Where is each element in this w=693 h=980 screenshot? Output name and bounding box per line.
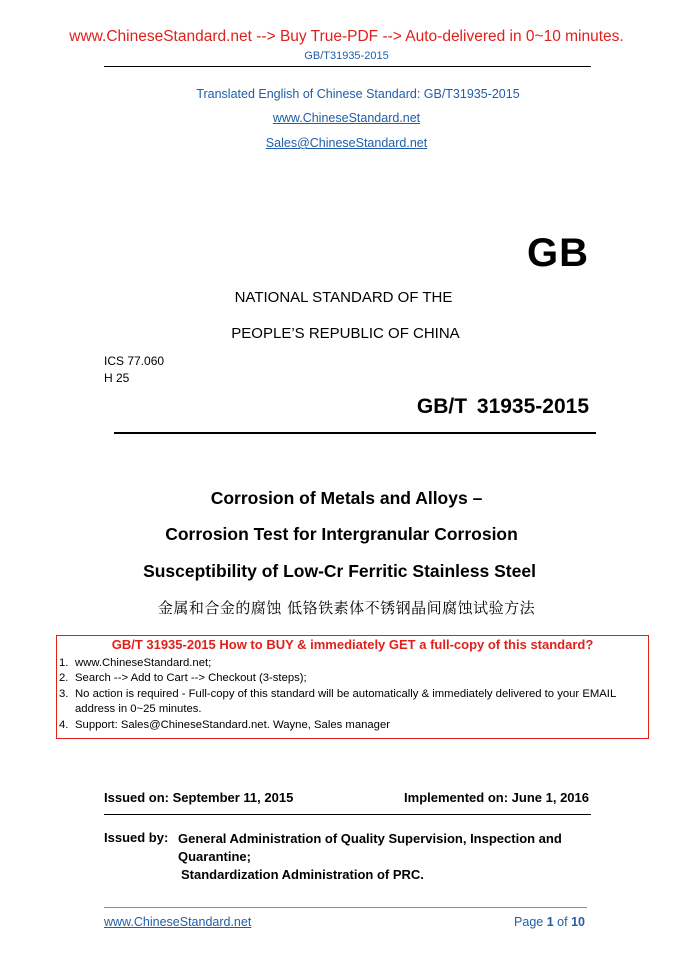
step-number: 3. [59, 687, 69, 700]
page-total: 10 [571, 915, 585, 929]
issued-on-date: Issued on: September 11, 2015 [104, 790, 294, 805]
issued-by-label: Issued by: [104, 830, 169, 845]
header-divider [104, 66, 591, 67]
footer-divider [104, 907, 587, 908]
buy-instructions-box [56, 635, 649, 739]
translated-notice: Translated English of Chinese Standard: GB/T31935-2015 [196, 87, 520, 101]
list-item [59, 671, 645, 686]
step-text: Support: Sales@ChineseStandard.net. Wayne, Sales manager [75, 718, 390, 731]
standard-number-divider [114, 432, 596, 434]
page-of: of [557, 915, 568, 929]
page-current: 1 [546, 915, 554, 929]
ccs-code: H 25 [104, 371, 130, 385]
issuing-authority-line2: Quarantine; [178, 849, 251, 864]
footer-website-link[interactable]: www.ChineseStandard.net [104, 915, 252, 929]
implemented-on-date: Implemented on: June 1, 2016 [404, 790, 589, 805]
national-standard-line2: PEOPLE’S REPUBLIC OF CHINA [231, 325, 460, 342]
page-prefix: Page [514, 915, 544, 929]
title-line-3: Susceptibility of Low-Cr Ferritic Stainless Steel [143, 561, 536, 581]
step-number: 4. [59, 718, 69, 731]
list-item [59, 687, 645, 718]
top-banner[interactable]: www.ChineseStandard.net --> Buy True-PDF --> Auto-delivered in 0~10 minutes. [69, 28, 624, 45]
issue-divider [104, 814, 591, 815]
issuing-authority-line1: General Administration of Quality Supervision, Inspection and [178, 831, 562, 846]
step-text: Search --> Add to Cart --> Checkout (3-steps); [75, 672, 307, 685]
title-line-1: Corrosion of Metals and Alloys – [210, 488, 483, 508]
ics-code: ICS 77.060 [104, 354, 165, 368]
header-standard-code: GB/T31935-2015 [304, 50, 389, 62]
email-link[interactable]: Sales@ChineseStandard.net [265, 136, 428, 150]
issuing-authorities [178, 830, 598, 884]
list-item [59, 718, 645, 733]
gb-mark: GB [527, 231, 589, 275]
title-line-2: Corrosion Test for Intergranular Corrosion [165, 524, 518, 544]
issuing-authority-line3: Standardization Administration of PRC. [181, 867, 424, 882]
step-text: No action is required - Full-copy of this standard will be automatically & immediately delivered to your EMAIL address in 0~25 minutes. [75, 687, 616, 716]
national-standard-line1: NATIONAL STANDARD OF THE [234, 289, 453, 306]
step-number: 1. [59, 657, 69, 669]
website-link[interactable]: www.ChineseStandard.net [272, 111, 421, 125]
buy-heading: GB/T 31935-2015 How to BUY & immediately GET a full-copy of this standard? [111, 637, 594, 652]
standard-number: GB/T 31935-2015 [416, 395, 589, 418]
step-text: www.ChineseStandard.net; [75, 657, 212, 669]
list-item [59, 656, 645, 671]
buy-steps-list [59, 656, 645, 733]
classification-block [104, 353, 164, 387]
step-number: 2. [59, 672, 69, 685]
page-indicator [514, 915, 585, 929]
chinese-title: 金属和合金的腐蚀 低铬铁素体不锈钢晶间腐蚀试验方法 [157, 599, 536, 617]
